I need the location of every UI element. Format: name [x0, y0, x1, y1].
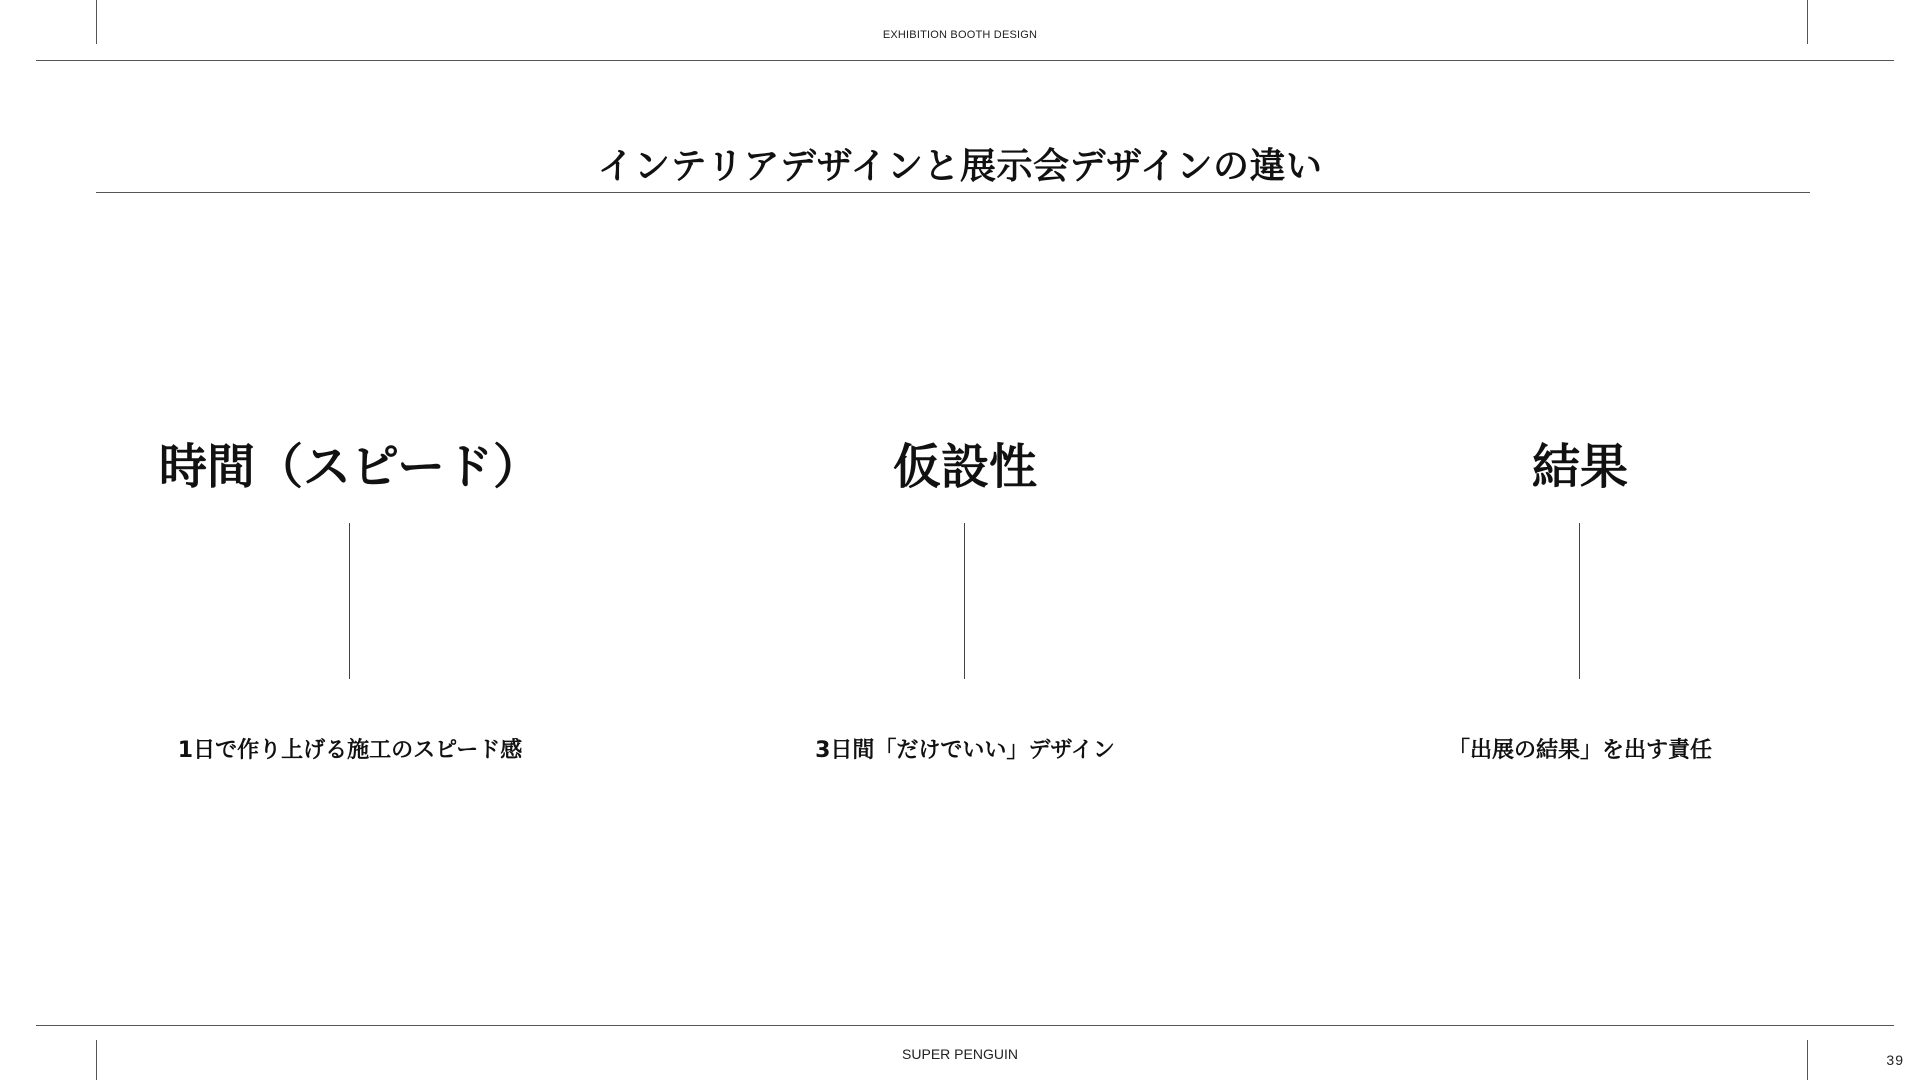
column-description: 1日で作り上げる施工のスピード感: [177, 738, 523, 763]
column-result: [1300, 0, 1860, 1080]
column-divider: [349, 523, 350, 679]
column-temporary: [685, 0, 1245, 1080]
column-heading: 結果: [1531, 439, 1628, 495]
column-description: 「出展の結果」を出す責任: [1447, 738, 1712, 763]
column-divider: [1579, 523, 1580, 679]
column-description: 3日間「だけでいい」デザイン: [815, 738, 1115, 763]
column-time: [70, 0, 630, 1080]
footer-brand: SUPER PENGUIN: [902, 1046, 1018, 1062]
footer-rule: [36, 1025, 1894, 1026]
column-heading: 時間（スピード）: [158, 439, 542, 495]
column-heading: 仮設性: [892, 439, 1037, 495]
page-number: 39: [1886, 1052, 1904, 1068]
page-title: インテリアデザインと展示会デザインの違い: [597, 146, 1323, 187]
column-divider: [964, 523, 965, 679]
header-label: EXHIBITION BOOTH DESIGN: [882, 29, 1038, 41]
